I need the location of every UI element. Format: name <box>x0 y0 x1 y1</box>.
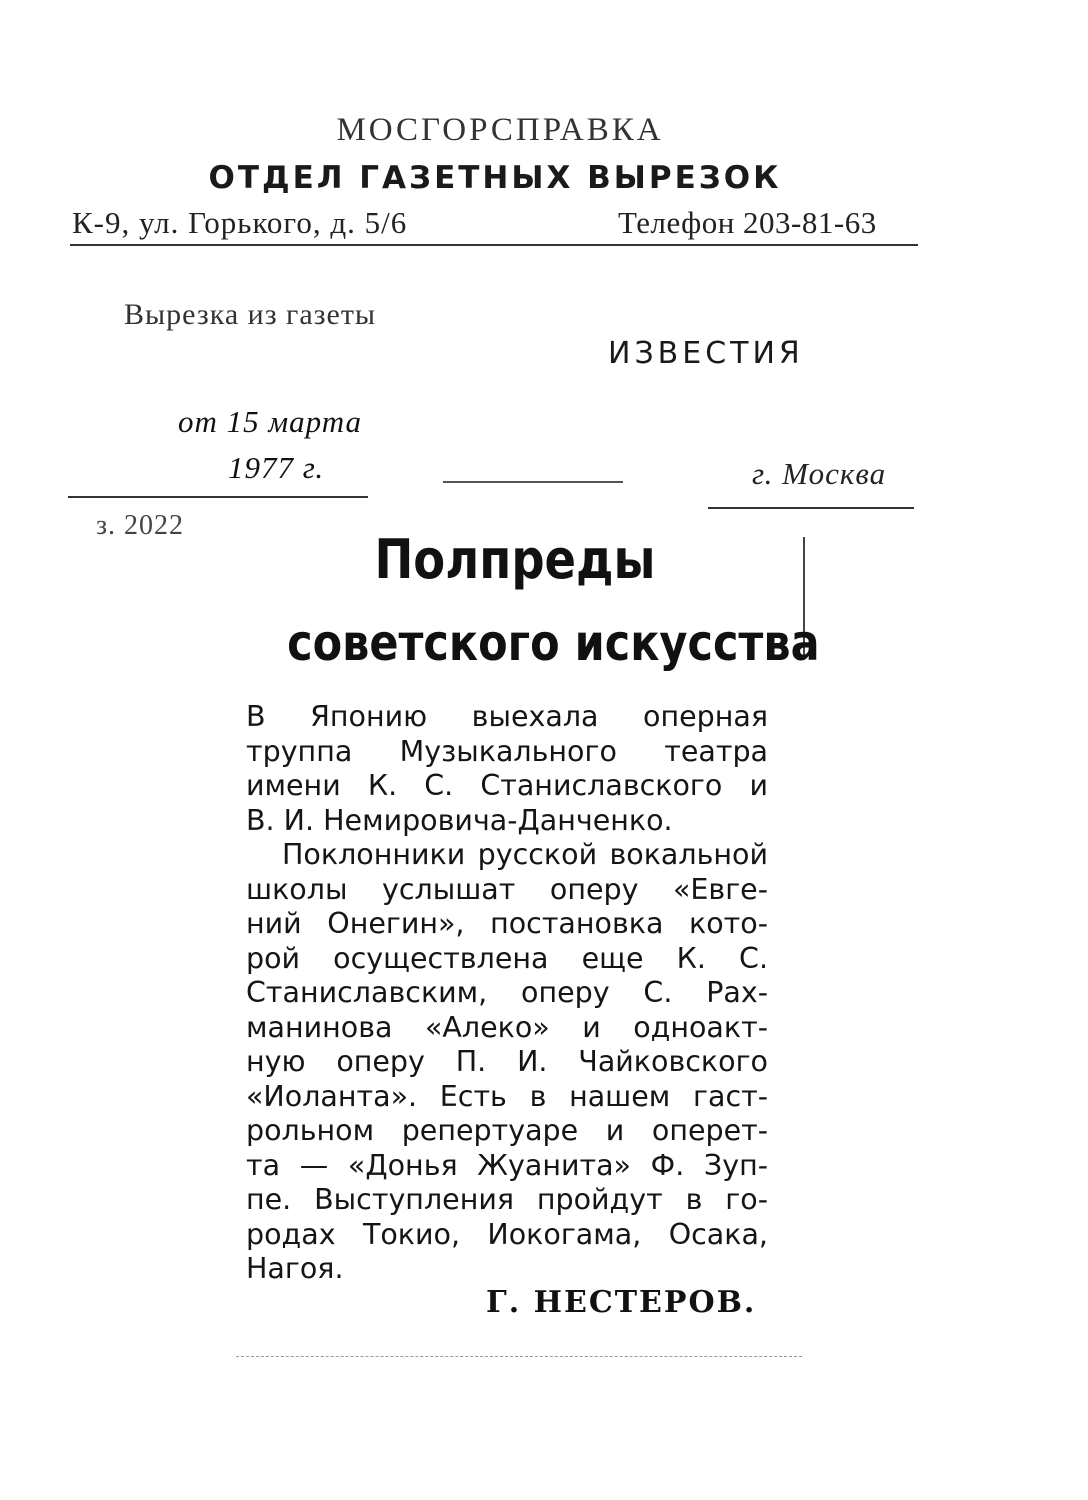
order-number: з. 2022 <box>96 510 185 541</box>
clipping-bottom-edge <box>236 1356 802 1357</box>
text-line: В Японию выехала оперная <box>246 700 768 733</box>
text-line: Нагоя. <box>246 1252 344 1285</box>
organization-name: МОСГОРСПРАВКА <box>336 112 664 148</box>
text-line: В. И. Немировича-Данченко. <box>246 803 673 837</box>
clipping-city: г. Москва <box>752 456 887 491</box>
text-line: ную оперу П. И. Чайковского <box>246 1045 768 1078</box>
clipping-date-day: от 15 марта <box>178 404 363 439</box>
phone-number: Телефон 203-81-63 <box>618 205 877 240</box>
city-divider <box>708 507 914 509</box>
date-divider <box>68 496 368 498</box>
text-line: труппа Музыкального театра <box>246 734 768 768</box>
text-line: рой осуществлена еще К. С. <box>246 941 768 975</box>
text-line: та — «Донья Жуанита» Ф. Зуп- <box>246 1148 768 1182</box>
clipping-label: Вырезка из газеты <box>124 298 377 331</box>
address: К-9, ул. Горького, д. 5/6 <box>72 205 408 240</box>
article-paragraph-2 <box>246 838 768 1287</box>
article-headline-line-2: советского искусства <box>287 614 820 672</box>
newspaper-name: ИЗВЕСТИЯ <box>608 336 804 371</box>
article-body <box>246 700 768 1287</box>
text-line: рольном репертуаре и оперет- <box>246 1114 768 1147</box>
header-divider <box>70 244 918 246</box>
text-line: ний Онегин», постановка кото- <box>246 907 768 940</box>
department-name: ОТДЕЛ ГАЗЕТНЫХ ВЫРЕЗОК <box>208 160 782 196</box>
text-line: пе. Выступления пройдут в го- <box>246 1183 768 1216</box>
text-line: манинова «Алеко» и одноакт- <box>246 1010 768 1044</box>
mid-divider <box>443 481 623 483</box>
text-line: Поклонники русской вокальной <box>282 838 768 871</box>
text-line: «Иоланта». Есть в нашем гаст- <box>246 1079 768 1113</box>
clipping-date-year: 1977 г. <box>228 450 325 485</box>
text-line: родах Токио, Иокогама, Осака, <box>246 1217 768 1251</box>
text-line: Станиславским, оперу С. Рах- <box>246 976 768 1009</box>
article-headline-line-1: Полпреды <box>374 528 656 591</box>
article-paragraph-1 <box>246 700 768 838</box>
article-author: Г. НЕСТЕРОВ. <box>486 1285 757 1320</box>
text-line: школы услышат оперу «Евге- <box>246 872 768 906</box>
text-line: имени К. С. Станиславского и <box>246 769 768 802</box>
